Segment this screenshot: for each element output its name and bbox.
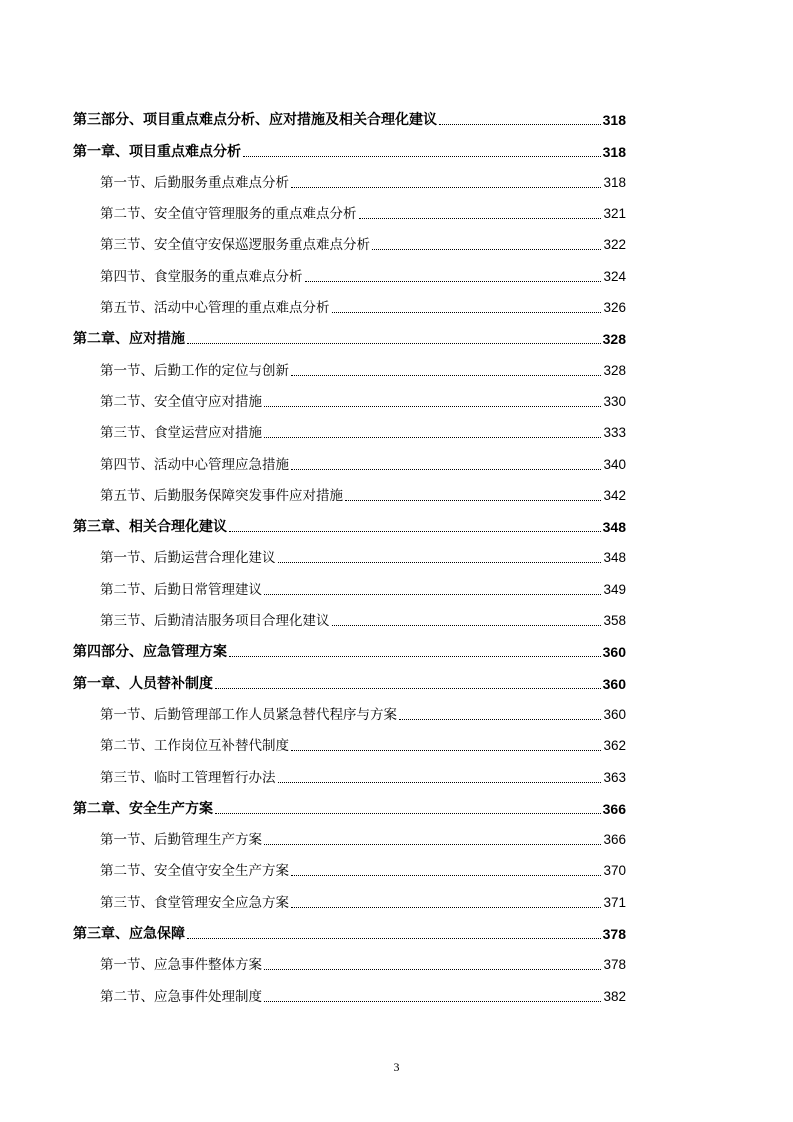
toc-entry[interactable] bbox=[73, 192, 626, 223]
toc-entry-page: 366 bbox=[603, 832, 626, 848]
toc-leader-dots bbox=[359, 217, 602, 219]
toc-entry[interactable] bbox=[73, 880, 626, 911]
toc-leader-dots bbox=[291, 468, 601, 470]
toc-entry-title: 第四节、食堂服务的重点难点分析 bbox=[100, 268, 303, 285]
toc-entry[interactable] bbox=[73, 943, 626, 974]
toc-entry-title: 第三节、安全值守安保巡逻服务重点难点分析 bbox=[100, 237, 370, 254]
toc-entry[interactable] bbox=[73, 693, 626, 724]
toc-entry-title: 第三章、相关合理化建议 bbox=[73, 519, 227, 536]
toc-leader-dots bbox=[264, 968, 601, 970]
table-of-contents bbox=[73, 98, 626, 1006]
toc-entry-page: 363 bbox=[603, 769, 626, 785]
toc-entry-title: 第三节、后勤清洁服务项目合理化建议 bbox=[100, 613, 330, 630]
toc-entry[interactable] bbox=[73, 567, 626, 598]
toc-leader-dots bbox=[291, 374, 601, 376]
toc-entry-page: 360 bbox=[602, 644, 626, 661]
toc-entry-page: 342 bbox=[603, 487, 626, 503]
toc-leader-dots bbox=[264, 843, 601, 845]
toc-entry-title: 第一节、应急事件整体方案 bbox=[100, 957, 262, 974]
toc-leader-dots bbox=[278, 781, 602, 783]
toc-entry[interactable] bbox=[73, 254, 626, 285]
toc-entry-page: 322 bbox=[603, 237, 626, 253]
toc-entry-title: 第三节、食堂管理安全应急方案 bbox=[100, 894, 289, 911]
toc-entry-page: 378 bbox=[603, 957, 626, 973]
toc-entry[interactable] bbox=[73, 818, 626, 849]
toc-leader-dots bbox=[345, 499, 601, 501]
toc-entry[interactable] bbox=[73, 599, 626, 630]
toc-entry[interactable] bbox=[73, 536, 626, 567]
toc-entry-page: 360 bbox=[603, 706, 626, 722]
toc-leader-dots bbox=[399, 718, 601, 720]
toc-entry[interactable] bbox=[73, 630, 626, 661]
toc-entry-title: 第一章、项目重点难点分析 bbox=[73, 143, 241, 160]
toc-entry[interactable] bbox=[73, 474, 626, 505]
toc-entry-title: 第一节、后勤管理部工作人员紧急替代程序与方案 bbox=[100, 706, 397, 723]
toc-leader-dots bbox=[243, 155, 601, 157]
toc-leader-dots bbox=[305, 280, 602, 282]
toc-entry[interactable] bbox=[73, 223, 626, 254]
page-number: 3 bbox=[393, 1060, 400, 1074]
toc-entry-title: 第二节、安全值守应对措施 bbox=[100, 393, 262, 410]
toc-entry-title: 第一章、人员替补制度 bbox=[73, 675, 213, 692]
toc-entry-title: 第三节、临时工管理暂行办法 bbox=[100, 769, 276, 786]
toc-entry-title: 第一节、后勤服务重点难点分析 bbox=[100, 174, 289, 191]
toc-entry-page: 330 bbox=[603, 393, 626, 409]
toc-leader-dots bbox=[439, 123, 601, 125]
toc-entry-page: 378 bbox=[602, 926, 626, 943]
toc-entry[interactable] bbox=[73, 442, 626, 473]
toc-leader-dots bbox=[291, 906, 601, 908]
toc-entry-page: 318 bbox=[602, 143, 626, 160]
toc-entry[interactable] bbox=[73, 505, 626, 536]
toc-entry-page: 348 bbox=[602, 519, 626, 536]
toc-entry-title: 第一节、后勤工作的定位与创新 bbox=[100, 362, 289, 379]
toc-entry-page: 340 bbox=[603, 456, 626, 472]
toc-entry-page: 370 bbox=[603, 863, 626, 879]
toc-entry-page: 318 bbox=[602, 112, 626, 129]
toc-entry-title: 第二节、后勤日常管理建议 bbox=[100, 581, 262, 598]
toc-leader-dots bbox=[229, 655, 601, 657]
toc-entry-page: 366 bbox=[602, 800, 626, 817]
toc-entry-page: 360 bbox=[602, 675, 626, 692]
toc-entry-page: 324 bbox=[603, 268, 626, 284]
toc-leader-dots bbox=[187, 342, 601, 344]
toc-entry-page: 318 bbox=[603, 174, 626, 190]
toc-entry-page: 328 bbox=[603, 362, 626, 378]
toc-entry-page: 362 bbox=[603, 738, 626, 754]
toc-entry-title: 第四部分、应急管理方案 bbox=[73, 644, 227, 661]
toc-entry-title: 第二节、工作岗位互补替代制度 bbox=[100, 738, 289, 755]
toc-leader-dots bbox=[187, 937, 601, 939]
toc-entry-title: 第二节、安全值守管理服务的重点难点分析 bbox=[100, 206, 357, 223]
toc-entry[interactable] bbox=[73, 317, 626, 348]
toc-entry-title: 第二节、应急事件处理制度 bbox=[100, 988, 262, 1005]
toc-entry-page: 326 bbox=[603, 300, 626, 316]
toc-entry-title: 第二章、安全生产方案 bbox=[73, 800, 213, 817]
toc-entry[interactable] bbox=[73, 661, 626, 692]
toc-leader-dots bbox=[372, 248, 601, 250]
toc-entry-page: 371 bbox=[603, 894, 626, 910]
toc-entry[interactable] bbox=[73, 411, 626, 442]
toc-entry-page: 348 bbox=[603, 550, 626, 566]
toc-leader-dots bbox=[264, 593, 601, 595]
toc-entry-title: 第一节、后勤运营合理化建议 bbox=[100, 550, 276, 567]
toc-entry[interactable] bbox=[73, 755, 626, 786]
toc-leader-dots bbox=[278, 561, 602, 563]
toc-entry-title: 第五节、后勤服务保障突发事件应对措施 bbox=[100, 487, 343, 504]
toc-entry[interactable] bbox=[73, 380, 626, 411]
toc-leader-dots bbox=[229, 530, 601, 532]
toc-leader-dots bbox=[215, 687, 601, 689]
toc-entry-title: 第二章、应对措施 bbox=[73, 331, 185, 348]
toc-leader-dots bbox=[332, 311, 602, 313]
toc-entry-page: 358 bbox=[603, 613, 626, 629]
toc-entry-title: 第三节、食堂运营应对措施 bbox=[100, 425, 262, 442]
toc-entry-page: 328 bbox=[602, 331, 626, 348]
toc-leader-dots bbox=[291, 186, 601, 188]
toc-entry-title: 第四节、活动中心管理应急措施 bbox=[100, 456, 289, 473]
toc-leader-dots bbox=[291, 874, 601, 876]
toc-entry-title: 第五节、活动中心管理的重点难点分析 bbox=[100, 300, 330, 317]
toc-leader-dots bbox=[291, 749, 601, 751]
toc-entry[interactable] bbox=[73, 161, 626, 192]
toc-entry[interactable] bbox=[73, 129, 626, 160]
toc-entry[interactable] bbox=[73, 348, 626, 379]
toc-leader-dots bbox=[264, 436, 601, 438]
toc-entry-page: 349 bbox=[603, 581, 626, 597]
toc-entry-title: 第一节、后勤管理生产方案 bbox=[100, 832, 262, 849]
toc-entry[interactable] bbox=[73, 849, 626, 880]
toc-entry-page: 382 bbox=[603, 988, 626, 1004]
toc-leader-dots bbox=[264, 1000, 601, 1002]
toc-leader-dots bbox=[264, 405, 601, 407]
toc-entry[interactable] bbox=[73, 286, 626, 317]
toc-entry[interactable] bbox=[73, 912, 626, 943]
toc-entry[interactable] bbox=[73, 787, 626, 818]
toc-entry[interactable] bbox=[73, 724, 626, 755]
toc-entry-title: 第三部分、项目重点难点分析、应对措施及相关合理化建议 bbox=[73, 112, 437, 129]
toc-entry-title: 第二节、安全值守安全生产方案 bbox=[100, 863, 289, 880]
toc-leader-dots bbox=[332, 624, 602, 626]
toc-entry-page: 333 bbox=[603, 425, 626, 441]
toc-leader-dots bbox=[215, 812, 601, 814]
toc-entry-page: 321 bbox=[603, 206, 626, 222]
toc-entry[interactable] bbox=[73, 974, 626, 1005]
toc-entry-title: 第三章、应急保障 bbox=[73, 926, 185, 943]
toc-entry[interactable] bbox=[73, 98, 626, 129]
